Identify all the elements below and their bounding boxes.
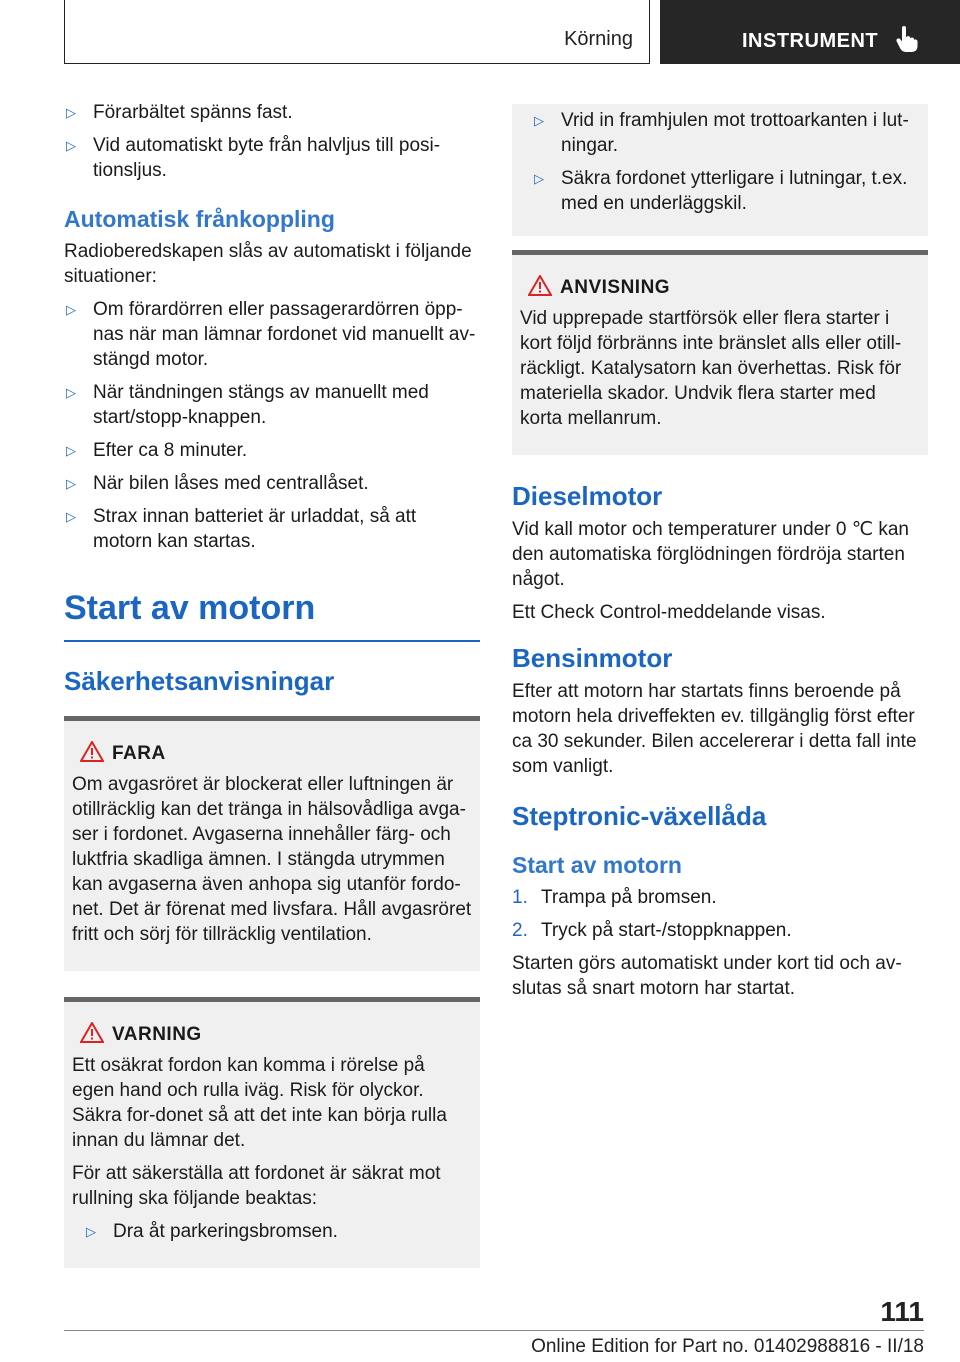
paragraph: Ett Check Control-meddelande visas. (512, 602, 826, 623)
footer-divider (64, 1330, 924, 1331)
warning-text: Ett osäkrat fordon kan komma i rörelse på egen hand och rulla iväg. Risk för olyckor. Säkra for-donet så att det inte kan börja rulla innan du lämnar det. (72, 1055, 447, 1151)
bullet-triangle-icon: ▷ (66, 509, 76, 524)
heading-diesel: Dieselmotor (512, 481, 663, 511)
left-column (64, 100, 480, 1268)
hand-pointer-icon (896, 26, 918, 57)
section-label: Körning (564, 28, 633, 50)
list-item: ▷ När bilen låses med centrallåset. (66, 473, 369, 494)
bullet-triangle-icon: ▷ (86, 1224, 96, 1239)
step-number: 2. (512, 920, 528, 941)
bullet-triangle-icon: ▷ (534, 171, 544, 186)
bullet-triangle-icon: ▷ (66, 443, 76, 458)
list-item: ▷ Förarbältet spänns fast. (66, 102, 293, 123)
heading-safety: Säkerhetsanvisningar (64, 666, 335, 696)
paragraph: Efter att motorn har startats finns beroende på motorn hela driveffekten ev. tillgänglig först efter ca 30 sekunder. Bilen accelererar i detta fall inte som vanligt. (512, 681, 917, 777)
bullet-triangle-icon: ▷ (66, 105, 76, 120)
notice-title: ANVISNING (520, 275, 920, 300)
warning-triangle-icon (80, 741, 104, 769)
page-number: 111 (880, 1296, 924, 1327)
list-item: ▷ Om förardörren eller passagerardörren öpp-nas när man lämnar fordonet vid manuellt av-stängd motor. (66, 299, 476, 370)
heading-start-engine: Start av motorn (64, 588, 480, 642)
right-column (512, 104, 928, 1009)
warning-box-continued (512, 104, 928, 236)
warning-triangle-icon (80, 1022, 104, 1050)
list-item: 2. Tryck på start-/stoppknappen. (512, 920, 792, 941)
paragraph: Starten görs automatiskt under kort tid och av-slutas så snart motorn har startat. (512, 953, 902, 999)
danger-title: FARA (72, 741, 472, 766)
list-item: ▷ Efter ca 8 minuter. (66, 440, 248, 461)
list-item: ▷ Säkra fordonet ytterligare i lutningar, t.ex. med en underläggskil. (534, 168, 908, 214)
heading-petrol: Bensinmotor (512, 643, 673, 673)
chapter-label: INSTRUMENT (742, 30, 879, 52)
notice-box (512, 250, 928, 455)
bullet-triangle-icon: ▷ (66, 385, 76, 400)
bullet-triangle-icon: ▷ (534, 113, 544, 128)
heading-steptronic: Steptronic-växellåda (512, 801, 767, 831)
list-item: ▷ Vid automatiskt byte från halvljus till posi-tionsljus. (66, 135, 441, 181)
paragraph: Vid kall motor och temperaturer under 0 ℃ kan den automatiska förglödningen fördröja starten något. (512, 519, 909, 590)
paragraph: Radioberedskapen slås av automatiskt i följande situationer: (64, 241, 472, 287)
warning-box (64, 997, 480, 1268)
danger-box (64, 716, 480, 971)
danger-text: Om avgasröret är blockerat eller luftningen är otillräcklig kan det tränga in hälsovådliga avga-ser i fordonet. Avgaserna innehåller färg- och luktfria skadliga ämnen. I stängda utrymmen kan avgaserna även anhopa sig utanför fordo-net. Det är förenat med livsfara. Håll avgasröret fritt och sörj för tillräcklig ventilation. (72, 774, 472, 945)
list-item: ▷ När tändningen stängs av manuellt med start/stopp-knappen. (66, 382, 429, 428)
header-section-box (64, 0, 650, 64)
bullet-triangle-icon: ▷ (66, 302, 76, 317)
edition-text: Online Edition for Part no. 01402988816 - II/18 (531, 1336, 924, 1357)
header-chapter-tab[interactable] (660, 0, 960, 64)
bullet-triangle-icon: ▷ (66, 476, 76, 491)
heading-steptronic-start: Start av motorn (512, 852, 682, 878)
warning-text: För att säkerställa att fordonet är säkrat mot rullning ska följande beaktas: (72, 1163, 441, 1209)
list-item: 1. Trampa på bromsen. (512, 887, 717, 908)
list-item: ▷ Vrid in framhjulen mot trottoarkanten i lut-ningar. (534, 110, 909, 156)
warning-title: VARNING (72, 1022, 472, 1047)
step-number: 1. (512, 887, 528, 908)
bullet-triangle-icon: ▷ (66, 138, 76, 153)
list-item: ▷ Dra åt parkeringsbromsen. (86, 1221, 338, 1242)
heading-automatic-shutoff: Automatisk frånkoppling (64, 206, 335, 232)
warning-triangle-icon (528, 275, 552, 303)
list-item: ▷ Strax innan batteriet är urladdat, så att motorn kan startas. (66, 506, 417, 552)
notice-text: Vid upprepade startförsök eller flera starter i kort följd förbränns inte bränslet alls eller otill-räckligt. Katalysatorn kan överhettas. Risk för materiella skador. Undvik flera starter med korta mellanrum. (520, 308, 902, 429)
